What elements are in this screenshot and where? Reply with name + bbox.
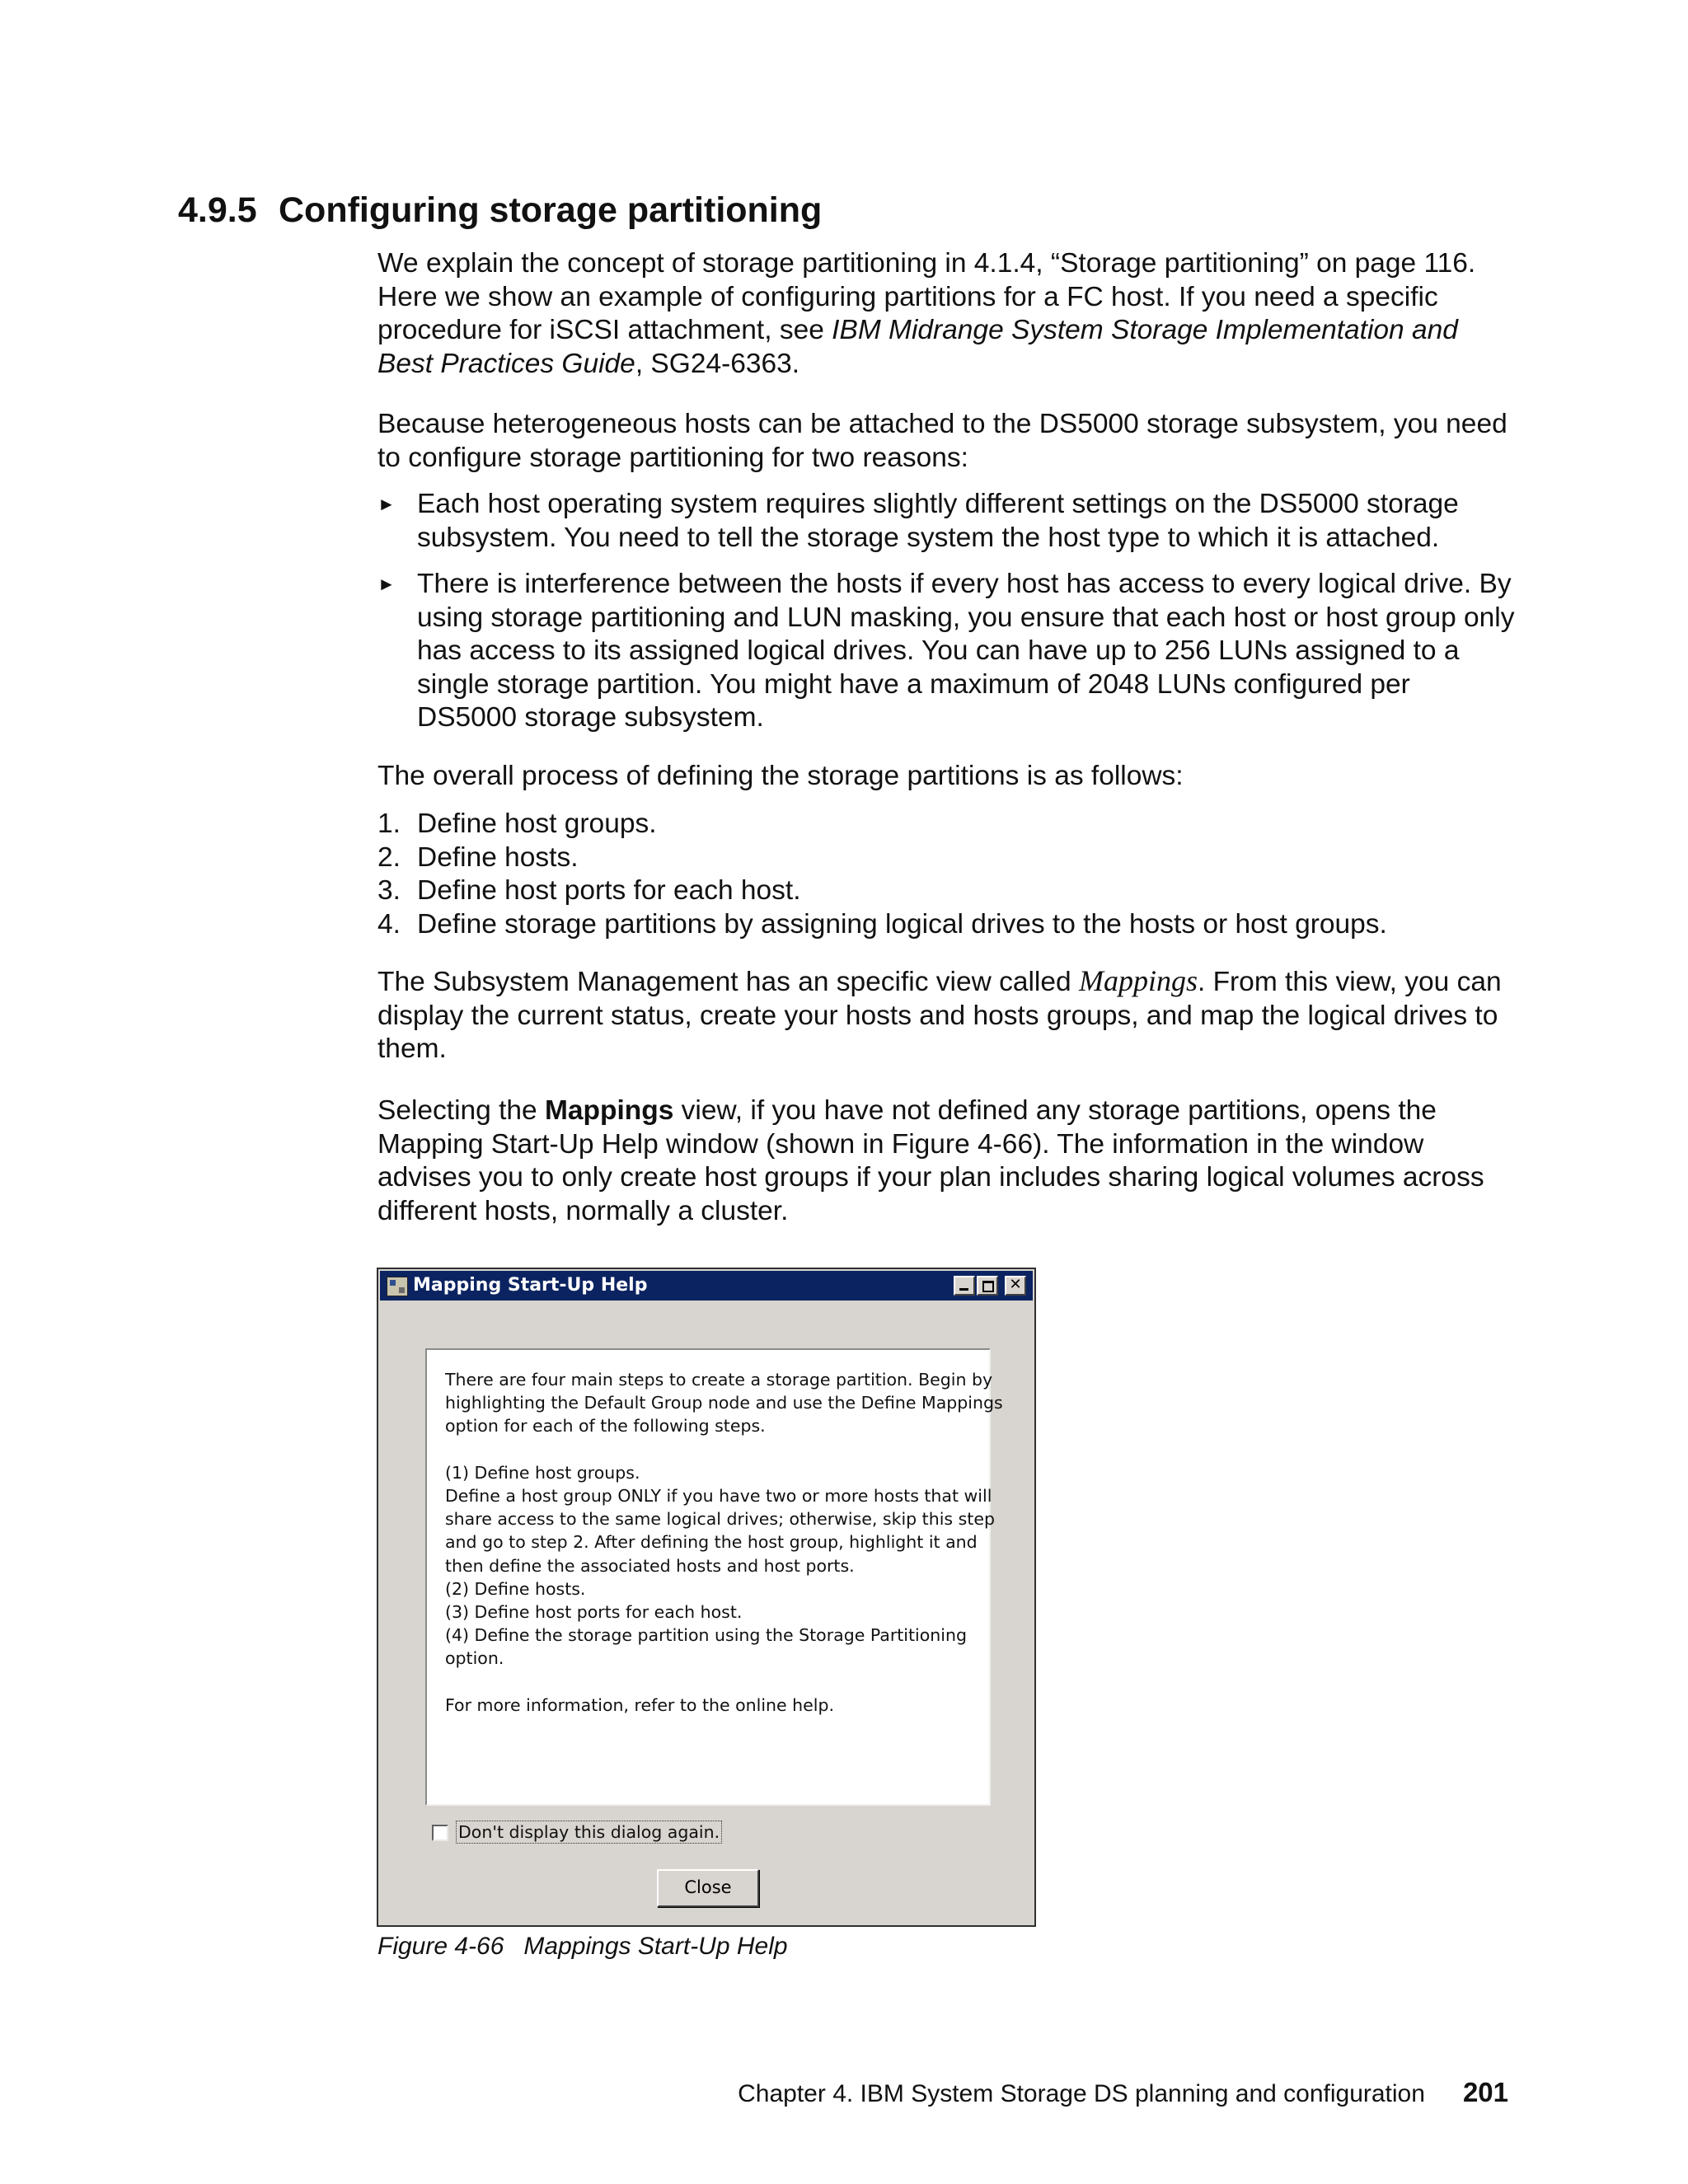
paragraph-storage-concept <box>377 247 1515 381</box>
dialog-title: Mapping Start-Up Help <box>413 1275 648 1296</box>
step-number: 3. <box>377 875 401 906</box>
step-text: Define storage partitions by assigning logical drives to the hosts or host groups. <box>417 908 1387 940</box>
step-item <box>377 874 1515 908</box>
help-text-line: (4) Define the storage partition using the Storage Partitioning <box>445 1625 967 1646</box>
paragraph-reasons-intro <box>377 408 1515 475</box>
mappings-term: Mappings <box>1078 964 1198 997</box>
help-text-line: highlighting the Default Group node and use the Define Mappings <box>445 1393 1003 1413</box>
help-text-line: (2) Define hosts. <box>445 1578 586 1599</box>
para4-text-end: . From this view, you can display the current status, create your hosts and hosts groups, and map the logical drives to them. <box>377 967 1502 1064</box>
step-text: Define host groups. <box>417 808 657 839</box>
bullet-item <box>377 568 1515 735</box>
dont-display-again-checkbox[interactable] <box>432 1825 448 1841</box>
para1-text: We explain the concept of storage partitioning in 4.1.4, “Storage partitioning” on page 116. Here we show an example of configuring partitions for a FC host. If you need a specific procedure for iSCSI attachment, see <box>377 248 1476 345</box>
book-reference: IBM Midrange System Storage Implementation and Best Practices Guide <box>377 315 1458 379</box>
dialog-titlebar[interactable] <box>380 1271 1033 1301</box>
help-text-line: (1) Define host groups. <box>445 1462 640 1483</box>
para4-text: The Subsystem Management has an specific view called <box>377 967 1079 997</box>
maximize-button[interactable] <box>977 1276 998 1296</box>
step-text: Define host ports for each host. <box>417 875 801 906</box>
para3-text: The overall process of defining the storage partitions is as follows: <box>377 761 1184 791</box>
bullet-list <box>377 488 1515 748</box>
figure-label: Figure 4-66 <box>377 1933 504 1960</box>
help-text-line: (3) Define host ports for each host. <box>445 1601 743 1622</box>
help-text-line: For more information, refer to the online help. <box>445 1694 835 1715</box>
mappings-bold: Mappings <box>545 1095 674 1126</box>
mapping-startup-help-dialog <box>377 1268 1036 1927</box>
help-text-line: then define the associated hosts and host ports. <box>445 1555 855 1576</box>
bullet-text: There is interference between the hosts if every host has access to every logical drive. By using storage partitioning and LUN masking, you ensure that each host or host group only has access to its assigned logical drives. You can have up to 256 LUNs assigned to a single storage partition. You might have a maximum of 2048 LUNs configured per DS5000 storage subsystem. <box>417 569 1515 733</box>
section-heading <box>178 185 822 236</box>
paragraph-process-intro <box>377 760 1515 794</box>
para5-text-end: view, if you have not defined any storage partitions, opens the Mapping Start-Up Help window (shown in Figure 4-66). The information in the window advises you to only create host groups if your plan includes sharing logical volumes across different hosts, normally a cluster. <box>377 1095 1484 1226</box>
help-text-line: option. <box>445 1648 504 1669</box>
page-number: 201 <box>1462 2077 1508 2107</box>
minimize-button[interactable] <box>954 1276 975 1296</box>
page-footer <box>738 2077 1508 2110</box>
para2-text: Because heterogeneous hosts can be attached to the DS5000 storage subsystem, you need to configure storage partitioning for two reasons: <box>377 409 1507 473</box>
bullet-text: Each host operating system requires slightly different settings on the DS5000 storage subsystem. You need to tell the storage system the host type to which it is attached. <box>417 489 1459 553</box>
figure-caption <box>377 1931 788 1962</box>
step-item <box>377 908 1515 942</box>
help-text-line: and go to step 2. After defining the host group, highlight it and <box>445 1532 978 1553</box>
step-number: 2. <box>377 841 401 873</box>
help-text-gap <box>445 1670 973 1693</box>
figure-caption-text: Mappings Start-Up Help <box>523 1933 788 1960</box>
close-x-icon[interactable]: ✕ <box>1005 1276 1026 1296</box>
step-text: Define hosts. <box>417 841 579 873</box>
help-text-gap <box>445 1438 973 1461</box>
paragraph-startup-help <box>377 1094 1515 1228</box>
chapter-title: Chapter 4. IBM System Storage DS planning and configuration <box>738 2080 1425 2107</box>
step-item <box>377 841 1515 875</box>
section-title: Configuring storage partitioning <box>279 190 823 230</box>
dont-display-again-label[interactable]: Don't display this dialog again. <box>458 1822 720 1842</box>
step-number: 4. <box>377 908 401 940</box>
numbered-steps <box>377 808 1515 941</box>
paragraph-mappings-view <box>377 964 1515 1066</box>
para1-text-end: , SG24-6363. <box>635 348 800 379</box>
help-text-line: option for each of the following steps. <box>445 1416 766 1436</box>
help-text-line: share access to the same logical drives; otherwise, skip this step <box>445 1509 995 1530</box>
para5-text: Selecting the <box>377 1095 545 1126</box>
bullet-arrow-icon: ► <box>377 574 396 594</box>
app-window-icon <box>387 1277 408 1296</box>
section-number: 4.9.5 <box>178 190 257 230</box>
help-text-line: There are four main steps to create a storage partition. Begin by <box>445 1370 993 1390</box>
close-button[interactable]: Close <box>657 1869 759 1907</box>
bullet-item <box>377 488 1515 555</box>
step-item <box>377 808 1515 841</box>
step-number: 1. <box>377 808 401 839</box>
help-text-panel <box>425 1348 1003 1806</box>
bullet-arrow-icon: ► <box>377 494 396 514</box>
help-text-line: Define a host group ONLY if you have two or more hosts that will <box>445 1485 992 1506</box>
